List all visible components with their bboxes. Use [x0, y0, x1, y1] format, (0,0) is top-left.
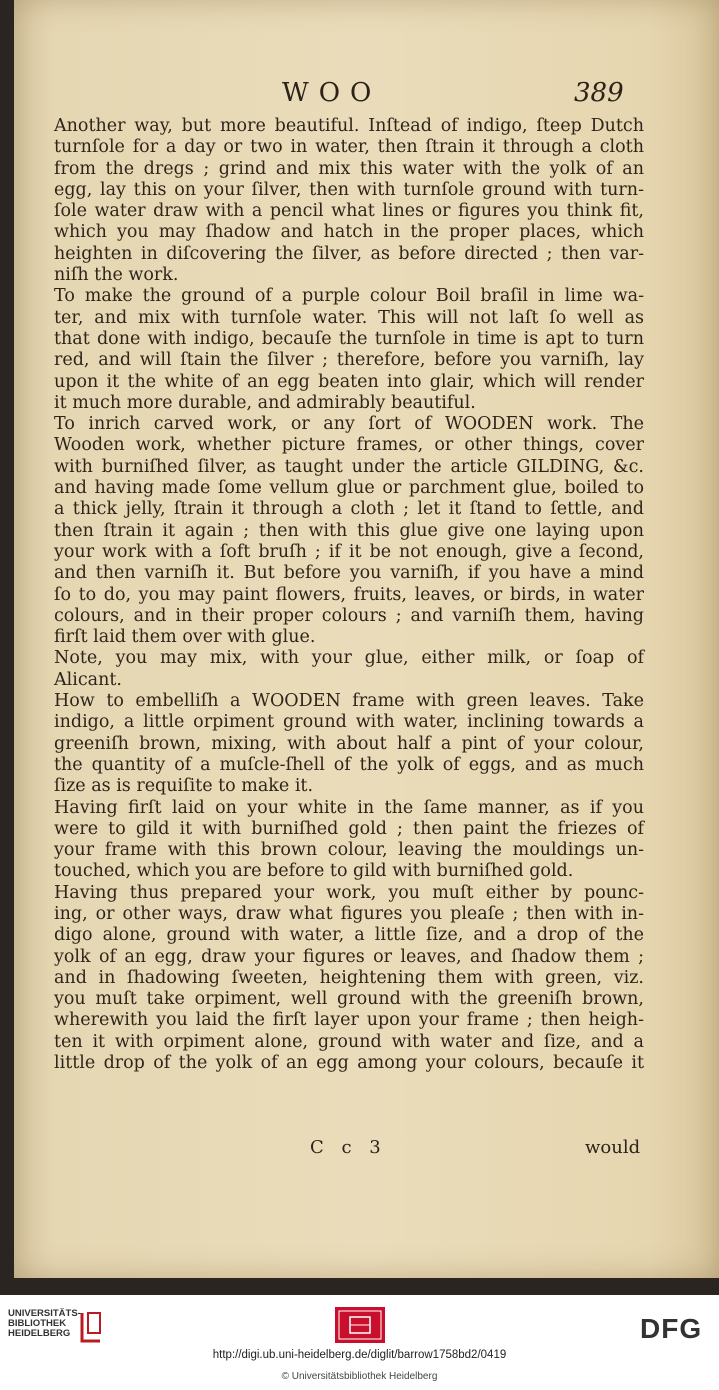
text-line: indigo, a little orpiment ground with water, inclining towards a [54, 712, 644, 733]
text-line: the quantity of a muſcle-ſhell of the yolk of eggs, and as much [54, 754, 644, 775]
text-line: ſo to do, you may paint flowers, fruits, leaves, or birds, in water [54, 584, 644, 605]
text-line: turnſole for a day or two in water, then ſtrain it through a cloth [54, 137, 644, 158]
text-line: touched, which you are before to gild with burniſhed gold. [54, 861, 574, 882]
library-logo-line: UNIVERSITÄTS- [8, 1308, 81, 1319]
text-line: your work with a ſoft bruſh ; if it be not enough, give a ſecond, [54, 541, 644, 562]
text-line: wherewith you laid the firſt layer upon your frame ; then heigh- [54, 1010, 644, 1031]
text-line: niſh the work. [54, 265, 179, 286]
page-number: 389 [574, 78, 624, 108]
text-line: heighten in diſcovering the ſilver, as before directed ; then var- [54, 243, 644, 264]
text-line: firſt laid them over with glue. [54, 627, 316, 648]
text-line: with burniſhed ſilver, as taught under the article GILDING, &c. [54, 456, 644, 477]
text-line: yolk of an egg, draw your figures or leaves, and ſhadow them ; [54, 946, 644, 967]
text-line: your frame with this brown colour, leaving the mouldings un- [54, 840, 644, 861]
catchword: would [585, 1137, 641, 1158]
signature-mark: C c 3 [310, 1137, 387, 1158]
copyright-notice: © Universitätsbibliothek Heidelberg [281, 1371, 438, 1382]
text-line: ten it with orpiment alone, ground with water and ſize, and a [54, 1031, 644, 1052]
text-line: Having firſt laid on your white in the ſame manner, as if you [54, 797, 644, 818]
page-footer [14, 1137, 719, 1167]
digital-seal-icon [335, 1307, 385, 1343]
text-line: ſole water draw with a pencil what lines or figures you think fit, [54, 201, 644, 222]
viewer-footer [0, 1295, 719, 1390]
text-line: and in ſhadowing ſweeten, heightening them with green, viz. [54, 967, 644, 988]
text-line: which you may ſhadow and hatch in the proper places, which [54, 222, 644, 243]
text-line: from the dregs ; grind and mix this water with the yolk of an [54, 158, 644, 179]
text-line: a thick jelly, ſtrain it through a cloth ; let it ſtand to ſettle, and [54, 499, 644, 520]
library-logo-line: BIBLIOTHEK [8, 1318, 67, 1329]
running-head: WOO [282, 78, 382, 108]
text-line: and then varniſh it. But before you varniſh, if you have a mind [54, 563, 644, 584]
library-logo-line: HEIDELBERG [8, 1328, 71, 1339]
text-line: it much more durable, and admirably beautiful. [54, 392, 476, 413]
text-line: you muſt take orpiment, well ground with the greeniſh brown, [54, 989, 644, 1010]
text-line: ſize as is requiſite to make it. [54, 776, 314, 797]
text-line: digo alone, ground with water, a little ſize, and a drop of the [54, 925, 644, 946]
text-line: To make the ground of a purple colour Boil braſil in lime wa- [54, 286, 644, 307]
body-text [54, 116, 644, 1074]
text-line: then ſtrain it again ; then with this glue give one laying upon [54, 520, 644, 541]
text-line: egg, lay this on your ſilver, then with turnſole ground with turn- [54, 179, 644, 200]
text-line: Another way, but more beautiful. Inſtead of indigo, ſteep Dutch [54, 116, 644, 136]
text-line: ing, or other ways, draw what figures you pleaſe ; then with in- [54, 903, 644, 924]
text-line: How to embelliſh a WOODEN frame with green leaves. Take [54, 691, 644, 712]
text-line: To inrich carved work, or any ſort of WOODEN work. The [54, 414, 644, 435]
text-line: little drop of the yolk of an egg among your colours, becauſe it [54, 1053, 644, 1074]
text-line: and having made ſome vellum glue or parchment glue, boiled to [54, 478, 644, 499]
text-line: greeniſh brown, mixing, with about half a pint of your colour, [54, 733, 644, 754]
text-line: upon it the white of an egg beaten into glair, which will render [54, 371, 644, 392]
book-page [14, 0, 719, 1278]
text-line: that done with indigo, becauſe the turnſole in time is apt to turn [54, 328, 644, 349]
text-line: Wooden work, whether picture frames, or other things, cover [54, 435, 644, 456]
dfg-logo[interactable]: DFG [640, 1313, 703, 1344]
text-line: Alicant. [54, 669, 122, 690]
text-line: red, and will ſtain the ſilver ; therefore, before you varniſh, lay [54, 350, 644, 371]
text-line: Note, you may mix, with your glue, either milk, or ſoap of [54, 648, 644, 669]
page-header [14, 78, 719, 118]
text-line: Having thus prepared your work, you muſt either by pounc- [54, 882, 644, 903]
text-line: colours, and in their proper colours ; and varniſh them, having [54, 605, 644, 626]
text-line: ter, and mix with turnſole water. This will not laſt ſo well as [54, 307, 644, 328]
library-mark-icon [78, 1311, 104, 1345]
text-line: were to gild it with burniſhed gold ; then paint the friezes of [54, 818, 644, 839]
university-library-logo[interactable] [8, 1309, 103, 1349]
permalink[interactable]: http://digi.ub.uni-heidelberg.de/diglit/barrow1758bd2/0419 [212, 1349, 507, 1361]
